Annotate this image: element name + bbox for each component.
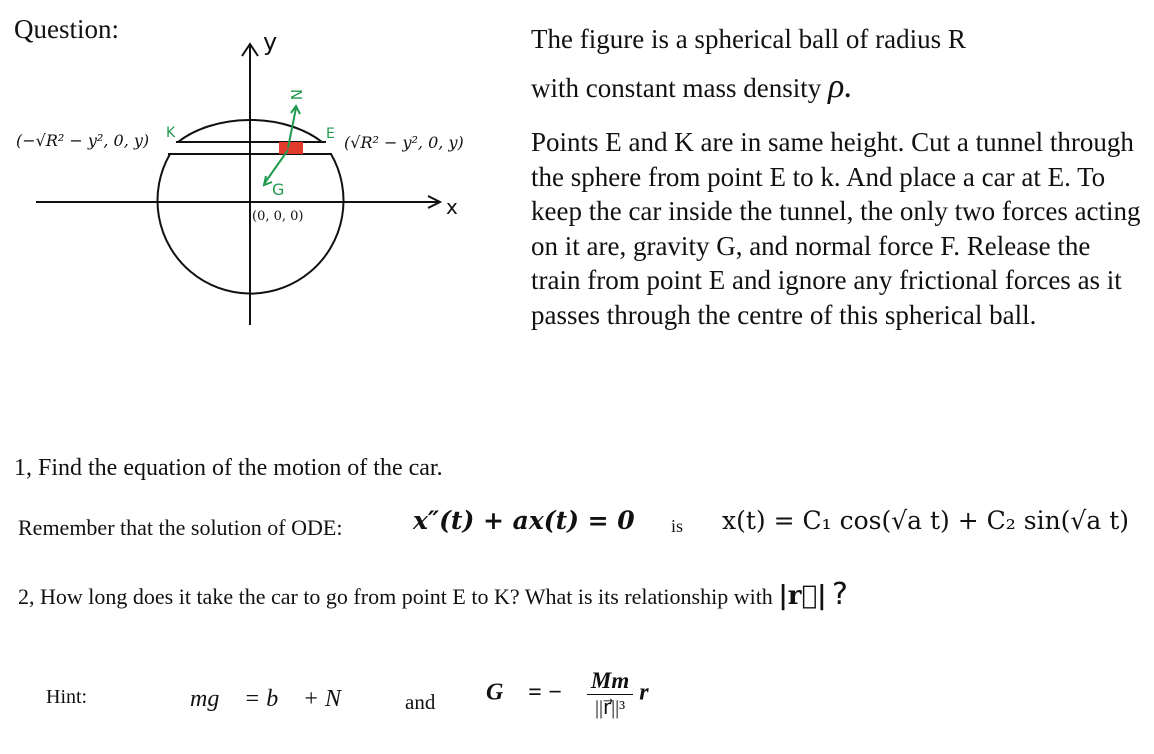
hint-equation-1: mg⃗ = b⃗ + N⃗ xyxy=(190,686,360,712)
label-K: K xyxy=(166,125,176,141)
description-line-2-text: with constant mass density xyxy=(531,73,822,103)
label-E: E xyxy=(326,126,335,142)
sphere-figure xyxy=(0,20,510,340)
hint-equation-2 xyxy=(486,668,667,720)
description-line-2 xyxy=(531,70,1143,105)
x-axis-label: x xyxy=(446,195,458,219)
gravity-arrow xyxy=(264,150,288,184)
gravity-fraction xyxy=(587,668,633,720)
question-1: 1, Find the equation of the motion of the car. xyxy=(14,455,443,481)
fraction-numerator: Mm xyxy=(587,668,633,695)
question-2 xyxy=(18,577,848,612)
origin-label: (0, 0, 0) xyxy=(252,209,304,224)
car-marker xyxy=(279,142,303,154)
remember-text: Remember that the solution of ODE: xyxy=(18,515,343,540)
rho-symbol: ρ. xyxy=(827,68,853,105)
point-K-label: (−√R² − y², 0, y) xyxy=(16,131,150,150)
and-word: and xyxy=(405,690,436,714)
ode-equation xyxy=(413,506,635,535)
is-word: is xyxy=(671,516,684,536)
hint-eq2-lhs: G⃗ = −𝔾 xyxy=(486,679,581,706)
ode-text: x″(t) + ax(t) = 0 xyxy=(413,506,635,535)
label-G: G xyxy=(272,180,285,199)
hint-label: Hint: xyxy=(46,686,88,708)
point-E-label: (√R² − y², 0, y) xyxy=(344,133,464,152)
y-axis-label: y xyxy=(263,28,278,56)
hint-eq2-rhs: r⃗ xyxy=(639,679,668,706)
fraction-denominator: ||r⃗||³ xyxy=(594,697,626,719)
r-magnitude: |r⃗| xyxy=(778,581,827,611)
description-paragraph: Points E and K are in same height. Cut a tunnel through the sphere from point E to k. And place a car at E. To keep the car inside the tunnel, the only two forces acting on it are, gravity G, and normal force F. Release the train from point E and ignore any frictional forces as it passes through the centre of this spherical ball. xyxy=(531,127,1141,330)
description-line-1: The figure is a spherical ball of radius R xyxy=(531,24,966,54)
label-N: N xyxy=(287,89,305,101)
ode-solution: x(t) = C₁ cos(√a t) + C₂ sin(√a t) xyxy=(722,506,1130,535)
question-label: Question: xyxy=(14,14,119,44)
question-mark: ? xyxy=(832,577,848,612)
question-2-text: 2, How long does it take the car to go from point E to K? What is its relationship with xyxy=(18,584,773,609)
